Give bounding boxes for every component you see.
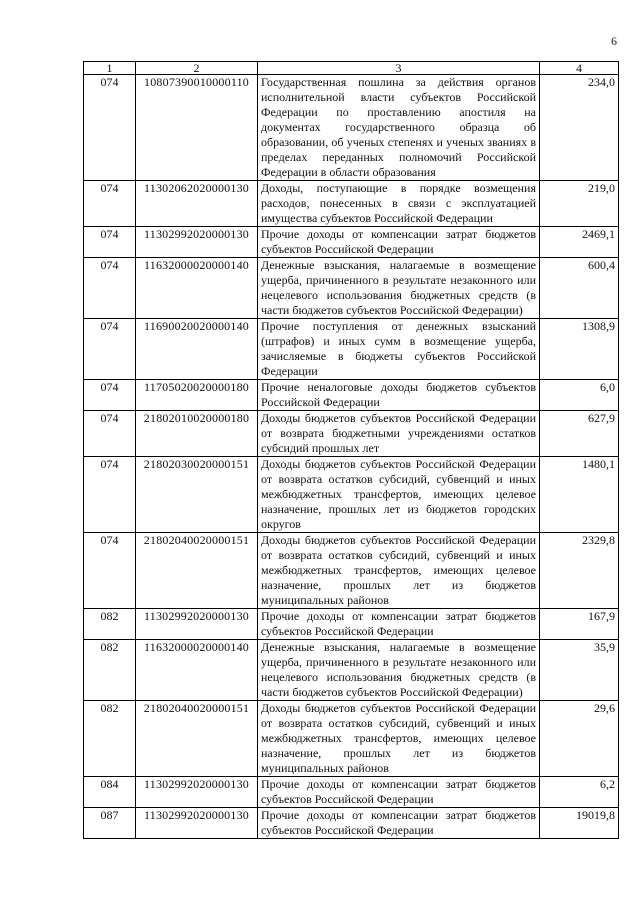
budget-classification-code-cell: 10807390010000110 [136, 75, 258, 181]
admin-code-cell: 074 [84, 411, 136, 457]
budget-classification-code-cell: 11302992020000130 [136, 609, 258, 640]
admin-code-cell: 087 [84, 808, 136, 839]
table-row [84, 701, 619, 777]
budget-classification-code-cell: 11632000020000140 [136, 640, 258, 701]
table-row [84, 258, 619, 319]
budget-classification-code-cell: 11302992020000130 [136, 777, 258, 808]
table-row [84, 411, 619, 457]
column-header-2: 2 [136, 62, 258, 75]
budget-classification-code-cell: 11302992020000130 [136, 808, 258, 839]
amount-cell: 219,0 [540, 181, 619, 227]
amount-cell: 600,4 [540, 258, 619, 319]
budget-classification-code-cell: 21802040020000151 [136, 701, 258, 777]
table-row [84, 75, 619, 181]
revenue-description-cell: Доходы, поступающие в порядке возмещения расходов, понесенных в связи с эксплуатацией имущества субъектов Российской Федерации [258, 181, 540, 227]
revenue-description-cell: Денежные взыскания, налагаемые в возмещение ущерба, причиненного в результате незаконного или нецелевого использования бюджетных средств (в части бюджетов субъектов Российской Федерации) [258, 258, 540, 319]
amount-cell: 6,0 [540, 380, 619, 411]
revenue-description-cell: Прочие доходы от компенсации затрат бюджетов субъектов Российской Федерации [258, 808, 540, 839]
table-row [84, 457, 619, 533]
revenue-description-cell: Прочие доходы от компенсации затрат бюджетов субъектов Российской Федерации [258, 609, 540, 640]
amount-cell: 167,9 [540, 609, 619, 640]
budget-classification-code-cell: 11705020020000180 [136, 380, 258, 411]
admin-code-cell: 074 [84, 258, 136, 319]
table-row [84, 181, 619, 227]
amount-cell: 35,9 [540, 640, 619, 701]
amount-cell: 29,6 [540, 701, 619, 777]
budget-classification-code-cell: 11632000020000140 [136, 258, 258, 319]
budget-classification-code-cell: 21802040020000151 [136, 533, 258, 609]
revenue-description-cell: Денежные взыскания, налагаемые в возмещение ущерба, причиненного в результате незаконного или нецелевого использования бюджетных средств (в части бюджетов субъектов Российской Федерации) [258, 640, 540, 701]
amount-cell: 19019,8 [540, 808, 619, 839]
revenue-description-cell: Доходы бюджетов субъектов Российской Федерации от возврата бюджетными учреждениями остатков субсидий прошлых лет [258, 411, 540, 457]
admin-code-cell: 082 [84, 609, 136, 640]
amount-cell: 1308,9 [540, 319, 619, 380]
revenue-table [83, 61, 619, 839]
column-header-3: 3 [258, 62, 540, 75]
page-number: 6 [611, 34, 617, 48]
amount-cell: 627,9 [540, 411, 619, 457]
revenue-description-cell: Доходы бюджетов субъектов Российской Федерации от возврата остатков субсидий, субвенций и иных межбюджетных трансфертов, имеющих целевое назначение, прошлых лет из бюджетов муниципальных районов [258, 533, 540, 609]
admin-code-cell: 074 [84, 457, 136, 533]
amount-cell: 2329,8 [540, 533, 619, 609]
budget-classification-code-cell: 11302992020000130 [136, 227, 258, 258]
revenue-description-cell: Доходы бюджетов субъектов Российской Федерации от возврата остатков субсидий, субвенций и иных межбюджетных трансфертов, имеющих целевое назначение, прошлых лет из бюджетов городских округов [258, 457, 540, 533]
table-row [84, 227, 619, 258]
admin-code-cell: 074 [84, 181, 136, 227]
budget-classification-code-cell: 21802010020000180 [136, 411, 258, 457]
admin-code-cell: 074 [84, 533, 136, 609]
admin-code-cell: 074 [84, 319, 136, 380]
table-row [84, 380, 619, 411]
amount-cell: 1480,1 [540, 457, 619, 533]
revenue-description-cell: Государственная пошлина за действия органов исполнительной власти субъектов Российской Федерации по проставлению апостиля на документах государственного образца об образовании, об ученых степенях и ученых званиях в пределах переданных полномочий Российской Федерации в области образования [258, 75, 540, 181]
admin-code-cell: 082 [84, 701, 136, 777]
admin-code-cell: 082 [84, 640, 136, 701]
admin-code-cell: 074 [84, 227, 136, 258]
table-row [84, 319, 619, 380]
budget-classification-code-cell: 11302062020000130 [136, 181, 258, 227]
table-row [84, 640, 619, 701]
table-body [84, 75, 619, 839]
amount-cell: 6,2 [540, 777, 619, 808]
table-header-row [84, 62, 619, 75]
table-row [84, 533, 619, 609]
table-row [84, 777, 619, 808]
revenue-description-cell: Прочие неналоговые доходы бюджетов субъектов Российской Федерации [258, 380, 540, 411]
revenue-description-cell: Прочие доходы от компенсации затрат бюджетов субъектов Российской Федерации [258, 227, 540, 258]
admin-code-cell: 084 [84, 777, 136, 808]
table-row [84, 609, 619, 640]
column-header-4: 4 [540, 62, 619, 75]
revenue-description-cell: Прочие доходы от компенсации затрат бюджетов субъектов Российской Федерации [258, 777, 540, 808]
table-row [84, 808, 619, 839]
revenue-description-cell: Доходы бюджетов субъектов Российской Федерации от возврата остатков субсидий, субвенций и иных межбюджетных трансфертов, имеющих целевое назначение, прошлых лет из бюджетов муниципальных районов [258, 701, 540, 777]
amount-cell: 234,0 [540, 75, 619, 181]
admin-code-cell: 074 [84, 75, 136, 181]
amount-cell: 2469,1 [540, 227, 619, 258]
revenue-description-cell: Прочие поступления от денежных взысканий (штрафов) и иных сумм в возмещение ущерба, зачисляемые в бюджеты субъектов Российской Федерации [258, 319, 540, 380]
budget-classification-code-cell: 21802030020000151 [136, 457, 258, 533]
column-header-1: 1 [84, 62, 136, 75]
budget-classification-code-cell: 11690020020000140 [136, 319, 258, 380]
admin-code-cell: 074 [84, 380, 136, 411]
